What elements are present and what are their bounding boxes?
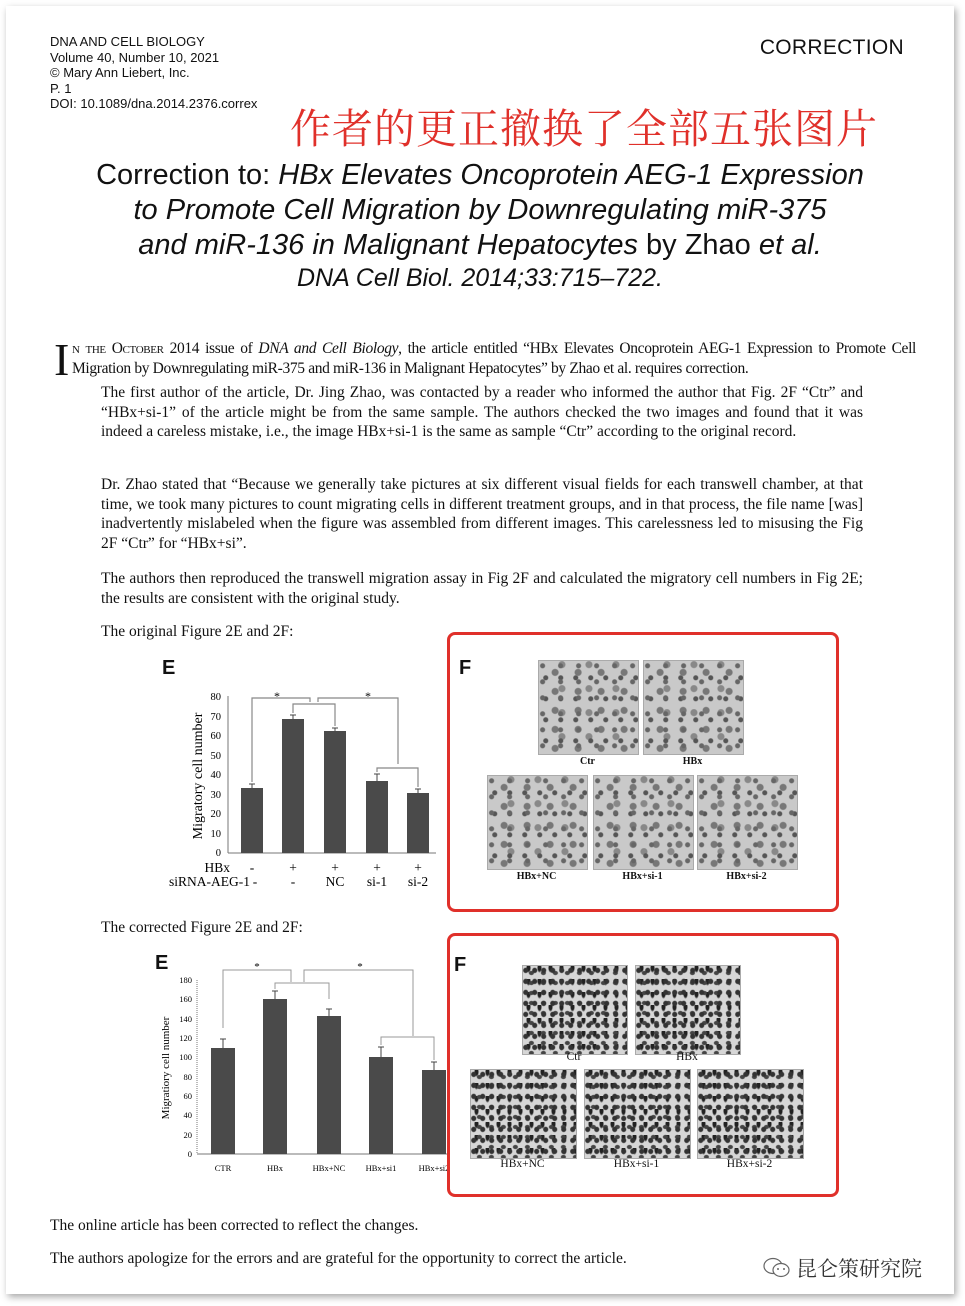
micrograph-label: HBx bbox=[676, 1051, 698, 1063]
original-panel-f-label: F bbox=[459, 657, 472, 679]
journal-name: DNA AND CELL BIOLOGY bbox=[50, 34, 205, 49]
journal-doi: DOI: 10.1089/dna.2014.2376.correx bbox=[50, 96, 258, 111]
svg-text:HBx+si1: HBx+si1 bbox=[365, 1163, 397, 1173]
closing-statement-apology: The authors apologize for the errors and are grateful for the opportunity to correct the article. bbox=[50, 1250, 627, 1267]
original-figure-heading: The original Figure 2E and 2F: bbox=[101, 623, 294, 640]
svg-text:140: 140 bbox=[179, 1014, 192, 1024]
micrograph-ctr bbox=[538, 660, 639, 755]
svg-text:0: 0 bbox=[187, 1149, 192, 1159]
x-axis-condition-table bbox=[169, 860, 428, 889]
micrograph-label: HBx+si-1 bbox=[613, 1158, 660, 1170]
paragraph-reader-report: The first author of the article, Dr. Jing Zhao, was contacted by a reader who informed the author that Fig. 2F “Ctr” and “HBx+si-1” of the article might be from the same sample. The authors checked the two images and found that it was indeed a careless mistake, i.e., the image HBx+si-1 is the same as sample “Ctr” according to the original record. bbox=[101, 384, 863, 440]
micrograph-hbx-si-2 bbox=[697, 1069, 804, 1159]
svg-text:80: 80 bbox=[210, 692, 221, 703]
svg-text:120: 120 bbox=[179, 1033, 192, 1043]
svg-text:40: 40 bbox=[210, 770, 221, 781]
micrograph-hbx bbox=[643, 660, 744, 755]
title-line1: HBx Elevates Oncoprotein AEG-1 Expression bbox=[278, 159, 864, 191]
bars bbox=[241, 719, 429, 853]
micrograph-hbx-nc bbox=[487, 775, 588, 870]
svg-text:10: 10 bbox=[210, 829, 221, 840]
svg-text:+: + bbox=[331, 860, 339, 875]
svg-text:si-2: si-2 bbox=[407, 874, 429, 889]
corrected-figure-2e-chart bbox=[156, 956, 451, 1176]
micrograph-label: HBx bbox=[682, 756, 703, 767]
corrected-panel-f-label: F bbox=[454, 954, 467, 976]
micrograph-hbx-si-2 bbox=[697, 775, 798, 870]
micrograph-label: HBx+NC bbox=[500, 1158, 545, 1170]
svg-text:HBx: HBx bbox=[266, 1163, 284, 1173]
y-axis-ticks bbox=[179, 975, 192, 1159]
original-figure-2e-chart bbox=[156, 678, 446, 890]
micrograph-label: HBx+si-1 bbox=[622, 871, 663, 882]
svg-text:30: 30 bbox=[210, 790, 221, 801]
significance-star: * bbox=[274, 689, 280, 703]
paragraph-author-statement: Dr. Zhao stated that “Because we generally take pictures at six different visual fields for each transwell chamber, at that time, we took many pictures to count migrating cells in different treatment groups, and in that process, the file name [was] inadvertently mislabeled when the figure was assembled from different images. This carelessness led to misusing the Fig 2F “Ctr” for “HBx+si”. bbox=[101, 476, 863, 552]
svg-text:siRNA-AEG-1: siRNA-AEG-1 bbox=[169, 874, 250, 889]
svg-text:HBx+si2: HBx+si2 bbox=[418, 1163, 450, 1173]
significance-star: * bbox=[365, 689, 371, 703]
micrograph-label: HBx+NC bbox=[516, 871, 557, 882]
y-axis-ticks bbox=[211, 692, 222, 859]
svg-text:180: 180 bbox=[179, 975, 192, 985]
svg-text:CTR: CTR bbox=[214, 1163, 232, 1173]
lead-paragraph: In the October 2014 issue of DNA and Cell Biology, the article entitled “HBx Elevates Oncoprotein AEG-1 Expression to Promote Cell Migration by Downregulating miR-375 and miR-136 in Malignant Hepatocytes” by Zhao et al. requires correction. bbox=[54, 334, 917, 385]
svg-text:NC: NC bbox=[325, 874, 345, 889]
drop-cap: I bbox=[54, 334, 69, 385]
corrected-figure-heading: The corrected Figure 2E and 2F: bbox=[101, 919, 303, 936]
svg-text:160: 160 bbox=[179, 994, 192, 1004]
journal-page: P. 1 bbox=[50, 80, 72, 96]
title-line2: to Promote Cell Migration by Downregulating miR-375 bbox=[133, 194, 827, 226]
svg-text:60: 60 bbox=[183, 1091, 192, 1101]
svg-text:0: 0 bbox=[215, 848, 221, 859]
paragraph-reproduction: The authors then reproduced the transwell migration assay in Fig 2F and calculated the migratory cell numbers in Fig 2E; the results are consistent with the original study. bbox=[101, 570, 863, 607]
micrograph-hbx bbox=[635, 965, 741, 1055]
svg-text:-: - bbox=[252, 874, 258, 889]
watermark bbox=[762, 1253, 922, 1283]
svg-text:+: + bbox=[373, 860, 381, 875]
wechat-icon bbox=[762, 1256, 792, 1280]
title-prefix: Correction to: bbox=[96, 159, 279, 191]
micrograph-hbx-si-1 bbox=[584, 1069, 691, 1159]
closing-statement-online: The online article has been corrected to reflect the changes. bbox=[50, 1217, 419, 1234]
svg-text:HBx: HBx bbox=[204, 860, 230, 875]
significance-star: * bbox=[254, 961, 260, 973]
svg-text:HBx+NC: HBx+NC bbox=[312, 1163, 346, 1173]
micrograph-label: HBx+si-2 bbox=[726, 1158, 773, 1170]
svg-text:40: 40 bbox=[183, 1110, 192, 1120]
svg-text:100: 100 bbox=[179, 1052, 192, 1062]
svg-text:si-1: si-1 bbox=[366, 874, 388, 889]
svg-text:70: 70 bbox=[210, 712, 221, 723]
watermark-text: 昆仑策研究院 bbox=[796, 1257, 922, 1281]
correction-page bbox=[6, 6, 954, 1294]
micrograph-ctr bbox=[522, 965, 628, 1055]
journal-volume: Volume 40, Number 10, 2021 bbox=[50, 49, 220, 65]
micrograph-hbx-si-1 bbox=[593, 775, 694, 870]
title-etal: et al. bbox=[758, 229, 822, 261]
svg-text:60: 60 bbox=[210, 731, 221, 742]
micrograph-label: Ctr bbox=[566, 1051, 582, 1063]
journal-header bbox=[50, 34, 257, 112]
x-axis-labels bbox=[215, 1163, 450, 1173]
svg-text:-: - bbox=[290, 874, 296, 889]
y-axis-label: Migratory cell number bbox=[191, 712, 206, 840]
svg-text:80: 80 bbox=[183, 1072, 192, 1082]
micrograph-label: Ctr bbox=[580, 756, 595, 767]
original-panel-e-label: E bbox=[162, 657, 176, 679]
svg-text:50: 50 bbox=[210, 751, 221, 762]
svg-text:20: 20 bbox=[183, 1130, 192, 1140]
y-axis-label: Migratiory cell number bbox=[160, 1016, 172, 1120]
bars bbox=[211, 999, 446, 1154]
significance-star: * bbox=[357, 961, 363, 973]
svg-text:-: - bbox=[249, 860, 255, 875]
micrograph-hbx-nc bbox=[470, 1069, 577, 1159]
title-byline: by Zhao bbox=[637, 229, 759, 261]
original-citation: DNA Cell Biol. 2014;33:715–722. bbox=[297, 264, 663, 292]
section-label: CORRECTION bbox=[759, 36, 904, 59]
svg-text:+: + bbox=[414, 860, 422, 875]
article-title bbox=[40, 158, 920, 263]
svg-text:+: + bbox=[289, 860, 297, 875]
corrected-panel-e-label: E bbox=[155, 952, 169, 974]
svg-text:20: 20 bbox=[210, 809, 221, 820]
title-line3: and miR-136 in Malignant Hepatocytes bbox=[138, 229, 638, 261]
micrograph-label: HBx+si-2 bbox=[726, 871, 767, 882]
annotation-banner: 作者的更正撤换了全部五张图片 bbox=[290, 105, 878, 153]
journal-publisher: © Mary Ann Liebert, Inc. bbox=[50, 65, 190, 80]
